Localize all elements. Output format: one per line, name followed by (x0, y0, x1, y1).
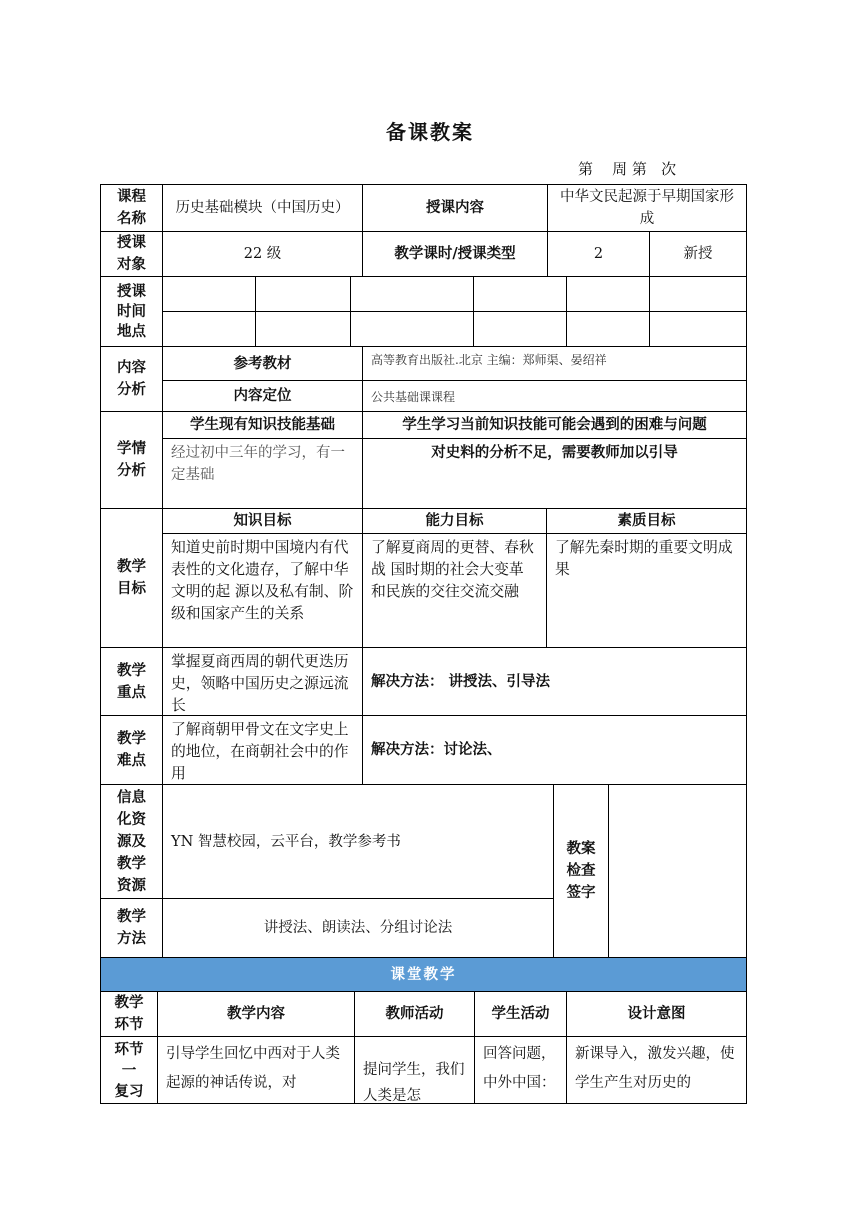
key-points-value: 掌握夏商西周的朝代更迭历史，领略中国历史之源远流长 (162, 647, 363, 716)
type-value: 新授 (649, 231, 747, 277)
teacher-header: 教师活动 (354, 991, 475, 1037)
resources-value: YN 智慧校园，云平台，教学参考书 (162, 784, 554, 899)
design-header: 设计意图 (566, 991, 747, 1037)
key-points-label: 教学 重点 (100, 647, 163, 716)
check-label: 教案 检查 签字 (553, 784, 609, 958)
schedule-cell (162, 276, 256, 312)
design-cell: 新课导入，激发兴趣，使学生产生对历史的 (566, 1036, 747, 1104)
textbook-value: 高等教育出版社.北京 主编：郑师渠、晏绍祥 (362, 346, 747, 381)
course-label: 课程 名称 (100, 184, 163, 232)
methods-label: 教学 方法 (100, 898, 163, 958)
hours-value: 2 (547, 231, 650, 277)
stage-cell: 环节 一 复习 (100, 1036, 158, 1104)
schedule-cell (473, 276, 567, 312)
schedule-cell (255, 276, 351, 312)
known-value: 经过初中三年的学习，有一定基础 (162, 438, 363, 509)
student-analysis-label: 学情 分析 (100, 411, 163, 509)
stage-header: 教学 环节 (100, 991, 158, 1037)
content-value: 中华文民起源于早期国家形成 (547, 184, 747, 232)
content-header: 教学内容 (157, 991, 355, 1037)
schedule-cell (350, 311, 474, 347)
ability-value: 了解夏商周的更替、春秋战 国时期的社会大变革和民族的交往交流交融 (362, 533, 547, 648)
student-cell: 回答问题，中外中国： (474, 1036, 567, 1104)
schedule-cell (473, 311, 567, 347)
schedule-cell (566, 311, 650, 347)
schedule-cell (649, 276, 747, 312)
content-label: 授课内容 (362, 184, 548, 232)
course-value: 历史基础模块（中国历史） (162, 184, 363, 232)
position-value: 公共基础课课程 (362, 380, 747, 412)
difficult-points-value: 了解商朝甲骨文在文字史上的地位，在商朝社会中的作用 (162, 715, 363, 785)
difficulty-value: 对史料的分析不足，需要教师加以引导 (362, 438, 747, 509)
quality-header: 素质目标 (546, 508, 747, 534)
teacher-cell: 提问学生，我们人类是怎 (354, 1036, 475, 1104)
classroom-banner: 课堂教学 (100, 957, 747, 992)
knowledge-header: 知识目标 (162, 508, 363, 534)
student-header: 学生活动 (474, 991, 567, 1037)
methods-value: 讲授法、朗读法、分组讨论法 (162, 898, 554, 958)
quality-value: 了解先秦时期的重要文明成果 (546, 533, 747, 648)
resources-label: 信息 化资 源及 教学 资源 (100, 784, 163, 899)
hours-label: 教学课时/授课类型 (362, 231, 548, 277)
key-points-method: 解决方法： 讲授法、引导法 (362, 647, 747, 716)
difficult-points-label: 教学 难点 (100, 715, 163, 785)
position-label: 内容定位 (162, 380, 363, 412)
difficult-points-method: 解决方法：讨论法、 (362, 715, 747, 785)
goals-label: 教学 目标 (100, 508, 163, 648)
target-label: 授课 对象 (100, 231, 163, 277)
schedule-cell (649, 311, 747, 347)
schedule-cell (350, 276, 474, 312)
page-title: 备课教案 (386, 120, 474, 144)
schedule-label: 授课 时间 地点 (100, 276, 163, 347)
knowledge-value: 知道史前时期中国境内有代表性的文化遗存，了解中华文明的起 源以及私有制、阶级和国家产生的关系 (162, 533, 363, 648)
difficulty-header: 学生学习当前知识技能可能会遇到的困难与问题 (362, 411, 747, 439)
check-signature-cell (608, 784, 747, 958)
content-cell: 引导学生回忆中西对于人类起源的神话传说，对 (157, 1036, 355, 1104)
schedule-cell (162, 311, 256, 347)
week-line: 第 周 第 次 (578, 160, 677, 178)
textbook-label: 参考教材 (162, 346, 363, 381)
known-header: 学生现有知识技能基础 (162, 411, 363, 439)
content-analysis-label: 内容 分析 (100, 346, 163, 412)
schedule-cell (255, 311, 351, 347)
target-value: 22 级 (162, 231, 363, 277)
schedule-cell (566, 276, 650, 312)
ability-header: 能力目标 (362, 508, 547, 534)
